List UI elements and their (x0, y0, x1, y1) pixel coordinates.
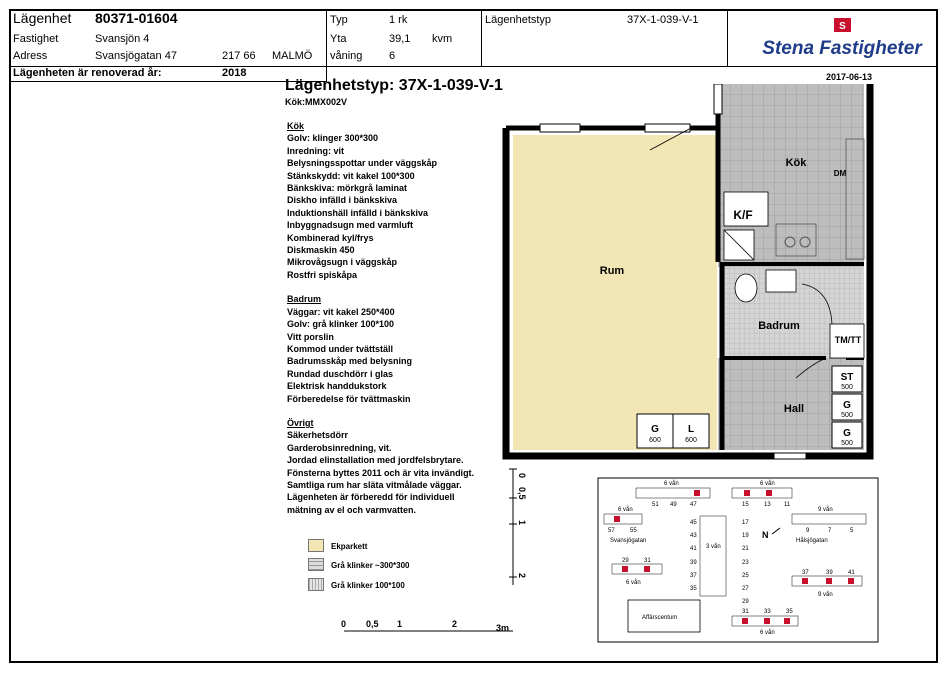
house-number: 31 (644, 558, 651, 564)
window (540, 124, 580, 132)
window (645, 124, 690, 132)
ort: MALMÖ (272, 50, 313, 62)
house-number: 21 (742, 546, 749, 552)
room-label-dm: DM (833, 169, 847, 178)
house-number: 39 (826, 570, 833, 576)
badrum-item: Golv: grå klinker 100*100 (287, 319, 395, 330)
highlight-building (764, 618, 770, 624)
wardrobe-label-g: G (651, 424, 659, 435)
postnummer: 217 66 (222, 50, 256, 62)
logo-mark: S (839, 21, 846, 32)
affarscentrum-label: Affärscentum (642, 615, 678, 621)
highlight-building (802, 578, 808, 584)
stena-logo (760, 16, 930, 62)
kok-heading: Kök (287, 121, 305, 131)
building (700, 516, 726, 596)
highlight-building (742, 618, 748, 624)
yta-label: Yta (330, 33, 347, 45)
rum-floor (513, 135, 717, 450)
scale-label: 0 (517, 473, 527, 479)
street-label-svansjo: Svansjögatan (610, 538, 647, 544)
vaning-value: 6 (389, 50, 396, 62)
house-number: 27 (742, 586, 749, 592)
scale-label: 2 (517, 573, 527, 579)
house-number: 45 (690, 520, 697, 526)
house-number: 43 (690, 533, 697, 539)
house-number: 57 (608, 528, 615, 534)
scale-label: 2 (452, 619, 458, 629)
house-number: 41 (848, 570, 855, 576)
kok-item: Golv: klinger 300*300 (287, 133, 379, 144)
legend-swatch-ekparkett (308, 539, 324, 552)
fastighet-label: Fastighet (13, 33, 59, 45)
scale-bars (330, 465, 530, 637)
house-number: 41 (690, 546, 697, 552)
floor-label: 6 vån (664, 481, 679, 487)
highlight-building (744, 490, 750, 496)
yta-unit: kvm (432, 33, 453, 45)
house-number: 35 (690, 586, 697, 592)
wardrobe-label-l: L (687, 424, 695, 435)
scale-label: 0,5 (366, 619, 379, 629)
plan-date: 2017-06-13 (826, 72, 873, 82)
room-label-hall: Hall (783, 403, 805, 415)
house-number: 7 (828, 528, 832, 534)
badrum-item: Elektrisk handdukstork (287, 381, 387, 392)
vaning-label: våning (330, 50, 363, 62)
kok-item: Inredning: vit (287, 145, 344, 156)
legend-label: Ekparkett (331, 542, 368, 551)
kok-item: Diskmaskin 450 (287, 245, 355, 256)
kok-item: Belysningsspottar under väggskåp (287, 158, 438, 169)
building (612, 564, 662, 574)
highlight-building (694, 490, 700, 496)
badrum-item: Förberedelse för tvättmaskin (287, 393, 411, 404)
wash-basin (766, 270, 796, 292)
badrum-heading: Badrum (287, 294, 322, 305)
house-number: 9 (806, 528, 810, 534)
ovrigt-item: Säkerhetsdörr (287, 430, 349, 441)
highlight-building (826, 578, 832, 584)
house-number: 35 (786, 609, 793, 615)
scale-label: 3m (496, 623, 510, 633)
highlight-building (614, 516, 620, 522)
house-number: 31 (742, 609, 749, 615)
kok-item: Stänkskydd: vit kakel 100*300 (287, 170, 415, 181)
ovrigt-item: Fönsterna byttes 2011 och är vita invändigt. (287, 467, 475, 478)
kok-item: Kombinerad kyl/frys (287, 232, 374, 243)
lagenhet-label: Lägenhet (13, 10, 72, 26)
house-number: 37 (802, 570, 809, 576)
house-number: 37 (690, 573, 697, 579)
entry-door (774, 453, 806, 459)
floor-label: 6 vån (618, 507, 633, 513)
room-label-tmtt: TM/TT (834, 335, 862, 345)
scale-label: 0,5 (517, 487, 527, 500)
house-number: 17 (742, 520, 749, 526)
building (732, 488, 792, 498)
floor-plan (500, 84, 880, 469)
building (792, 514, 866, 524)
legend-label: Grå klinker 100*100 (331, 581, 405, 590)
typ-label: Typ (330, 14, 348, 26)
legend-swatch-klinker-100 (308, 578, 324, 591)
ovrigt-item: Jordad elinstallation med jordfelsbrytare. (287, 455, 464, 466)
logo-text: Stena Fastigheter (762, 38, 922, 59)
floor-label: 9 vån (818, 592, 833, 598)
badrum-item: Badrumsskåp med belysning (287, 356, 413, 367)
renovated-line (9, 81, 327, 82)
room-label-kf: K/F (733, 208, 753, 222)
wardrobe-size: 600 (649, 437, 661, 444)
building (604, 514, 642, 524)
badrum-item: Kommod under tvättställ (287, 343, 394, 354)
room-label-rum: Rum (599, 265, 625, 277)
ovrigt-heading: Övrigt (287, 417, 314, 428)
ovrigt-item: Samtliga rum har släta vitmålade väggar. (287, 479, 462, 490)
north-arrow-icon: N (762, 530, 769, 540)
lagenhetstyp-label: Lägenhetstyp (485, 14, 552, 26)
renoverad-label: Lägenheten är renoverad år: (13, 67, 162, 79)
highlight-building (848, 578, 854, 584)
header-divider-1 (326, 9, 327, 82)
toilet (735, 274, 757, 302)
house-number: 39 (690, 560, 697, 566)
kok-item: Inbyggnadsugn med varmluft (287, 220, 414, 231)
floor-label: 6 vån (760, 630, 775, 636)
floor-label: 9 vån (818, 507, 833, 513)
specifications (287, 120, 474, 516)
floor-label: 6 vån (760, 481, 775, 487)
highlight-building (766, 490, 772, 496)
legend-swatch-klinker-300 (308, 558, 324, 571)
wardrobe-size: 500 (841, 412, 853, 419)
house-number: 25 (742, 573, 749, 579)
wardrobe-size: 500 (841, 384, 853, 391)
house-number: 15 (742, 502, 749, 508)
adress-value: Svansjögatan 47 (95, 50, 177, 62)
floor-label: 6 vån (626, 580, 641, 586)
house-number: 5 (850, 528, 854, 534)
kok-item: Induktionshäll infälld i bänkskiva (287, 207, 429, 218)
ovrigt-item: Lägenheten är förberedd för individuell (287, 492, 455, 503)
highlight-building (622, 566, 628, 572)
house-number: 47 (690, 502, 697, 508)
window (714, 84, 722, 114)
kok-item: Rostfri spiskåpa (287, 269, 358, 280)
kok-item: Bänkskiva: mörkgrå laminat (287, 183, 408, 194)
badrum-item: Väggar: vit kakel 250*400 (287, 306, 395, 317)
typ-value: 1 rk (389, 14, 408, 26)
highlight-building (784, 618, 790, 624)
room-label-badrum: Badrum (758, 320, 800, 332)
wardrobe-label-g: G (843, 428, 851, 439)
lagenhetstyp-value: 37X-1-039-V-1 (627, 14, 699, 26)
legend-label: Grå klinker ~300*300 (331, 561, 410, 570)
wardrobe-label-st: ST (840, 372, 854, 383)
highlight-building (644, 566, 650, 572)
kok-item: Diskho infälld i bänkskiva (287, 195, 398, 206)
ovrigt-item: Garderobsinredning, vit. (287, 442, 392, 453)
adress-label: Adress (13, 50, 48, 62)
scale-label: 1 (517, 520, 527, 526)
scale-label: 0 (341, 619, 347, 629)
house-number: 19 (742, 533, 749, 539)
header-divider-2 (481, 9, 482, 67)
house-number: 29 (622, 558, 629, 564)
house-number: 55 (630, 528, 637, 534)
street-label-halsjo: Hålsjögatan (796, 538, 828, 544)
fastighet-value: Svansjön 4 (95, 33, 150, 45)
badrum-item: Rundad duschdörr i glas (287, 368, 394, 379)
wardrobe-size: 500 (841, 440, 853, 447)
ovrigt-item: mätning av el och varmvatten. (287, 504, 417, 515)
room-label-kok: Kök (785, 157, 807, 169)
house-number: 23 (742, 560, 749, 566)
site-map (596, 476, 880, 644)
badrum-item: Vitt porslin (287, 331, 334, 342)
kok-item: Mikrovågsugn i väggskåp (287, 257, 398, 268)
wardrobe-size: 600 (685, 437, 697, 444)
renoverad-value: 2018 (222, 67, 247, 79)
house-number: 33 (764, 609, 771, 615)
lagenhet-value: 80371-01604 (95, 10, 178, 26)
scale-label: 1 (397, 619, 403, 629)
house-number: 51 (652, 502, 659, 508)
house-number: 49 (670, 502, 677, 508)
header-divider-3 (727, 9, 728, 67)
house-number: 11 (784, 502, 791, 508)
kok-code: Kök:MMX002V (285, 97, 348, 107)
yta-value: 39,1 (389, 33, 411, 45)
wardrobe-label-g: G (843, 400, 851, 411)
floor-label: 3 vån (706, 544, 721, 550)
house-number: 29 (742, 599, 749, 605)
plan-title: Lägenhetstyp: 37X-1-039-V-1 (285, 77, 503, 94)
house-number: 13 (764, 502, 771, 508)
